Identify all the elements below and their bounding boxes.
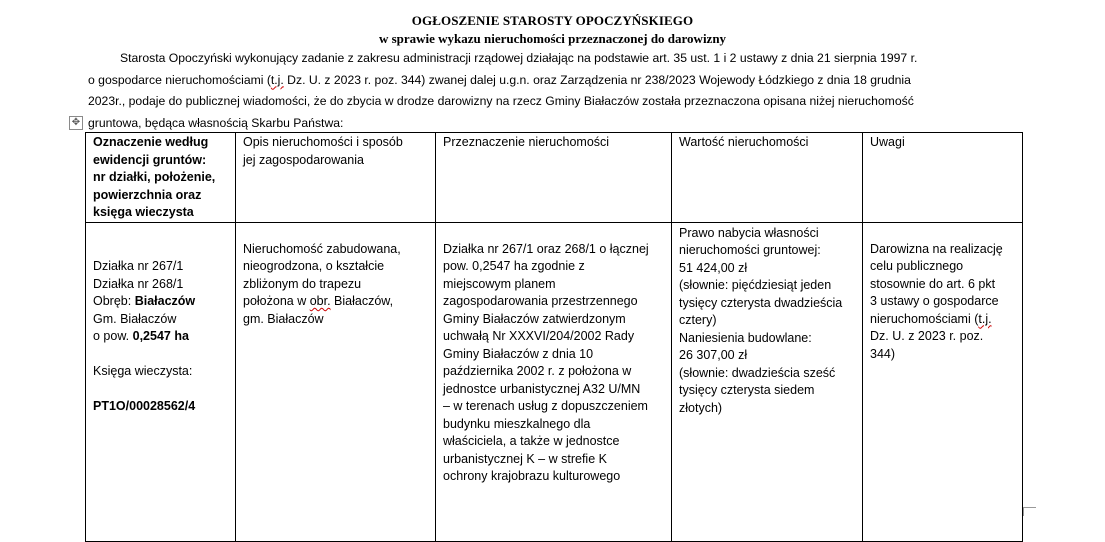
table-header-row [86,133,1023,223]
notice-title: OGŁOSZENIE STAROSTY OPOCZYŃSKIEGO [411,13,694,28]
cell-description [236,222,436,541]
purpose-line: Gminy Białaczów zatwierdzonym [443,311,626,326]
intro-line-2-b: Dz. U. z 2023 r. poz. 344) zwanej dalej u.g.n. oraz Zarządzenia nr 238/2023 Wojewody Łódzkiego z dnia 18 grudnia [283,72,911,87]
precinct-label: Obręb: [93,294,135,308]
description-part: położona w [243,294,310,308]
value-words-line: (słownie: pięćdziesiąt jeden [679,278,832,292]
purpose-line: budynku mieszkalnego dla [443,416,591,431]
spellcheck-tj: t.j. [270,72,284,87]
precinct-line [93,293,228,311]
header-col1-line: ewidencji gruntów: [93,152,207,167]
value-words-line: tysięcy czterysta dwadzieścia [679,295,843,310]
description-line: nieogrodzona, o kształcie [243,259,385,273]
description-line: zbliżonym do trapezu [243,276,362,291]
purpose-line: – w terenach usług z dopuszczeniem [443,399,648,413]
intro-paragraph [88,48,1021,134]
buildings-value-amount: 26 307,00 zł [679,348,748,362]
intro-line-2 [88,70,1021,92]
plot-267-1: Działka nr 267/1 [93,259,184,273]
intro-line-2-a: o gospodarce nieruchomościami ( [88,72,271,87]
spellcheck-tj: t.j. [978,311,992,326]
remarks-line: stosownie do art. 6 pkt [870,276,996,291]
spellcheck-obr: obr. [309,294,331,308]
purpose-line: pow. 0,2547 ha zgodnie z [443,259,585,273]
land-register-number: PT1O/00028562/4 [93,399,196,413]
remarks-line: Dz. U. z 2023 r. poz. [870,329,984,343]
move-arrows-icon[interactable]: ✥ [69,116,83,130]
remarks-line: celu publicznego [870,259,964,273]
value-line: Prawo nabycia własności [679,225,819,240]
remarks-part: nieruchomościami ( [870,311,979,326]
land-value-amount: 51 424,00 zł [679,260,748,275]
header-col1-line: powierzchnia oraz [93,187,202,202]
buildings-label: Naniesienia budowlane: [679,330,812,345]
buildings-words-line: (słownie: dwadzieścia sześć [679,365,836,380]
buildings-words-line: złotych) [679,400,723,415]
cell-value [672,222,863,541]
purpose-line: jednostce urbanistycznej A32 U/MN [443,381,641,396]
cell-land-designation [86,222,236,541]
purpose-line: Gminy Białaczów z dnia 10 [443,346,594,361]
purpose-line: października 2002 r. z położona w [443,364,632,378]
intro-line-4: gruntowa, będąca własnością Skarbu Państwa: [88,115,344,130]
value-words-line: cztery) [679,313,717,327]
buildings-words-line: tysięcy czterysta siedem [679,383,815,397]
commune: Gm. Białaczów [93,311,177,326]
description-part: Białaczów, [330,294,394,308]
remarks-line: 344) [870,346,896,361]
description-line [243,293,428,311]
purpose-line: zagospodarowania przestrzennego [443,294,638,308]
purpose-line: uchwałą Nr XXXVI/204/2002 Rady [443,329,635,343]
notice-subtitle: w sprawie wykazu nieruchomości przeznaczonej do darowizny [378,31,727,46]
purpose-line: urbanistycznej K – w strefie K [443,451,607,466]
header-value: Wartość nieruchomości [672,133,863,223]
intro-line-1: Starosta Opoczyński wykonujący zadanie z zakresu administracji rządowej działając na podstawie art. 35 ust. 1 i 2 ustawy z dnia 21 sierpnia 1997 r. [120,51,918,65]
header-col1-line: nr działki, położenie, [93,170,216,184]
area-value: 0,2547 ha [132,329,189,343]
property-table [85,132,1023,542]
header-purpose: Przeznaczenie nieruchomości [436,133,672,223]
remarks-line: Darowizna na realizację [870,241,1003,256]
header-col1-line: księga wieczysta [93,205,194,219]
remarks-line [870,311,1015,329]
intro-line-3: 2023r., podaje do publicznej wiadomości, że do zbycia w drodze darowizny na rzecz Gminy Białaczów została przeznaczona opisana niżej nieruchomość [88,94,914,108]
purpose-line: ochrony krajobrazu kulturowego [443,469,621,483]
header-description [236,133,436,223]
precinct-value: Białaczów [134,294,196,308]
area-line [93,328,228,346]
header-col1-line: Oznaczenie według [93,135,209,149]
description-line: Nieruchomość zabudowana, [243,241,401,256]
table-row [86,222,1023,541]
header-col2-line: Opis nieruchomości i sposób [243,135,403,149]
header-remarks: Uwagi [863,133,1023,223]
purpose-line: miejscowym planem [443,276,556,291]
remarks-line: 3 ustawy o gospodarce [870,294,999,308]
plot-268-1: Działka nr 268/1 [93,276,184,291]
purpose-line: właściciela, a także w jednostce [443,434,620,448]
value-line: nieruchomości gruntowej: [679,243,821,257]
area-label: o pow. [93,329,133,343]
cell-remarks [863,222,1023,541]
header-land-designation [86,133,236,223]
header-col2-line: jej zagospodarowania [243,152,364,167]
purpose-line: Działka nr 267/1 oraz 268/1 o łącznej [443,241,649,256]
land-register-label: Księga wieczysta: [93,364,193,378]
description-line: gm. Białaczów [243,311,324,326]
cell-purpose [436,222,672,541]
